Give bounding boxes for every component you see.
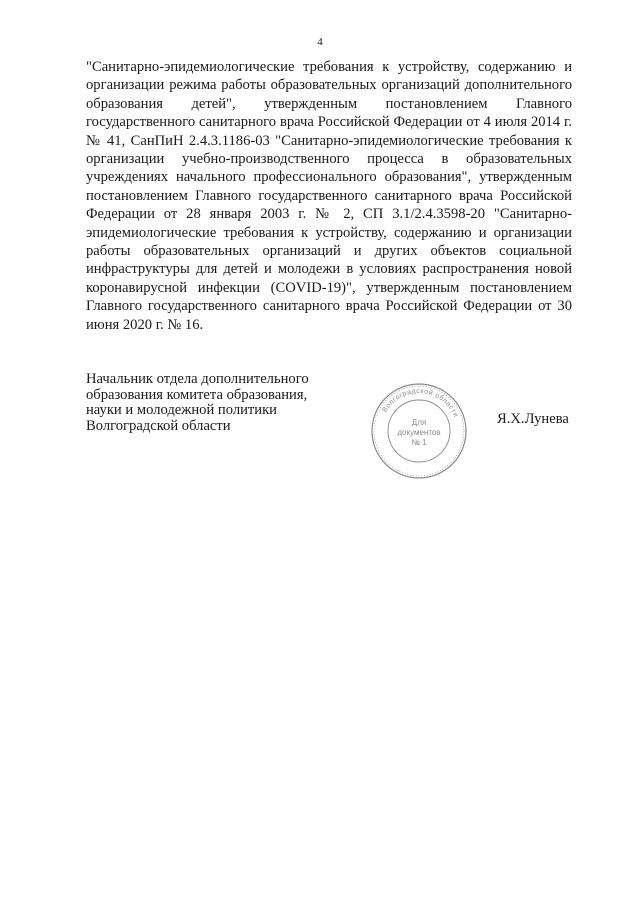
- signer-title: [86, 372, 346, 434]
- signer-title-line: Начальник отдела дополнительного: [86, 371, 309, 387]
- signer-title-line: образования комитета образования,: [86, 386, 308, 403]
- page-number: 4: [317, 36, 323, 48]
- seal-ring-text: Волгоградской области: [381, 387, 460, 419]
- seal-graphic: [369, 381, 469, 481]
- seal-center-line-1: Для: [411, 418, 427, 427]
- body-paragraph: "Санитарно-эпидемиологические требования к устройству, содержанию и организации режима работы образовательных организаций дополнительного образования детей", утвержденным постановлением Главного государственного санитарного врача Российской Федерации от 4 июля 2014 г. № 41, СанПиН 2.4.3.1186-03 "Санитарно-эпидемиологические требования к организации учебно-производственного процесса в образовательных учреждениях начального профессионального образования", утвержденным постановлением Главного государственного санитарного врача Российской Федерации от 28 января 2003 г. № 2, СП 3.1/2.4.3598-20 "Санитарно-эпидемиологические требования к устройству, содержанию и организации работы образовательных организаций и других объектов социальной инфраструктуры для детей и молодежи в условиях распространения новой коронавирусной инфекции (COVID-19)", утвержденным постановлением Главного государственного санитарного врача Российской Федерации от 30 июня 2020 г. № 16.: [86, 59, 572, 333]
- signer-title-line: Волгоградской области: [86, 417, 231, 434]
- official-seal: [369, 381, 469, 481]
- signer-name: Я.Х.Лунева: [497, 411, 569, 427]
- seal-center-line-2: документов: [397, 428, 441, 437]
- signer-title-line: науки и молодежной политики: [86, 402, 277, 418]
- seal-center-line-3: № 1: [411, 438, 427, 447]
